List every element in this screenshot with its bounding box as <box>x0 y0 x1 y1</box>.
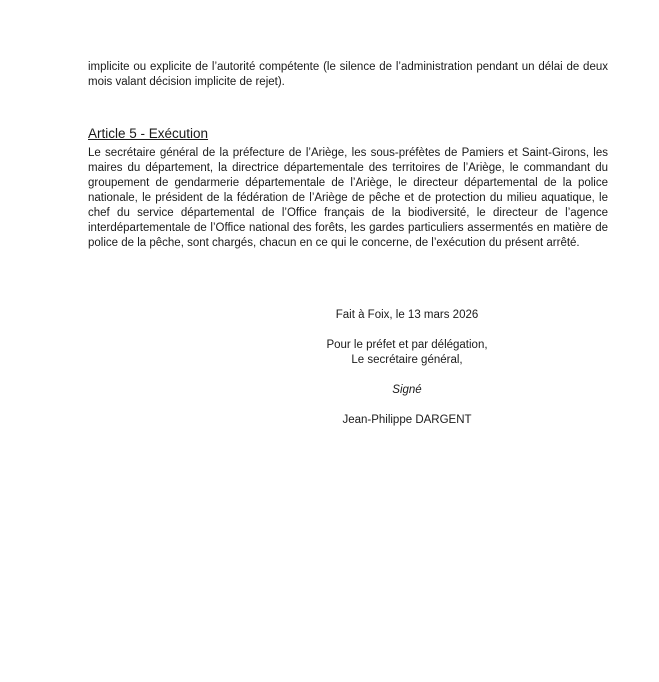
document-body <box>88 60 608 251</box>
signatory-name: Jean-Philippe DARGENT <box>342 414 472 426</box>
article-5-heading: Article 5 - Exécution <box>88 126 209 141</box>
article-5-paragraph: Le secrétaire général de la préfecture de l’Ariège, les sous-préfètes de Pamiers et Saint-Girons, les maires du département, la directrice départementale des territoires de l’Ariège, le commandant du groupement de gendarmerie départementale de l’Ariège, le directeur départemental de la police nationale, le président de la fédération de l’Ariège de pêche et de protection du milieu aquatique, le chef du service départemental de l’Office français de la biodiversité, le directeur de l’agence interdépartementale de l’Office national des forêts, les gardes particuliers assermentés en matière de police de la pêche, sont chargés, chacun en ce qui le concerne, de l’exécution du présent arrêté. <box>88 147 608 249</box>
continuation-paragraph: implicite ou explicite de l’autorité compétente (le silence de l’administration pendant un délai de deux mois valant décision implicite de rejet). <box>88 61 608 88</box>
delegation-line-2: Le secrétaire général, <box>351 354 463 366</box>
place-date: Fait à Foix, le 13 mars 2026 <box>335 309 479 321</box>
signed-mention: Signé <box>392 384 422 396</box>
signature-block <box>300 308 514 428</box>
delegation-line-1: Pour le préfet et par délégation, <box>326 339 488 351</box>
